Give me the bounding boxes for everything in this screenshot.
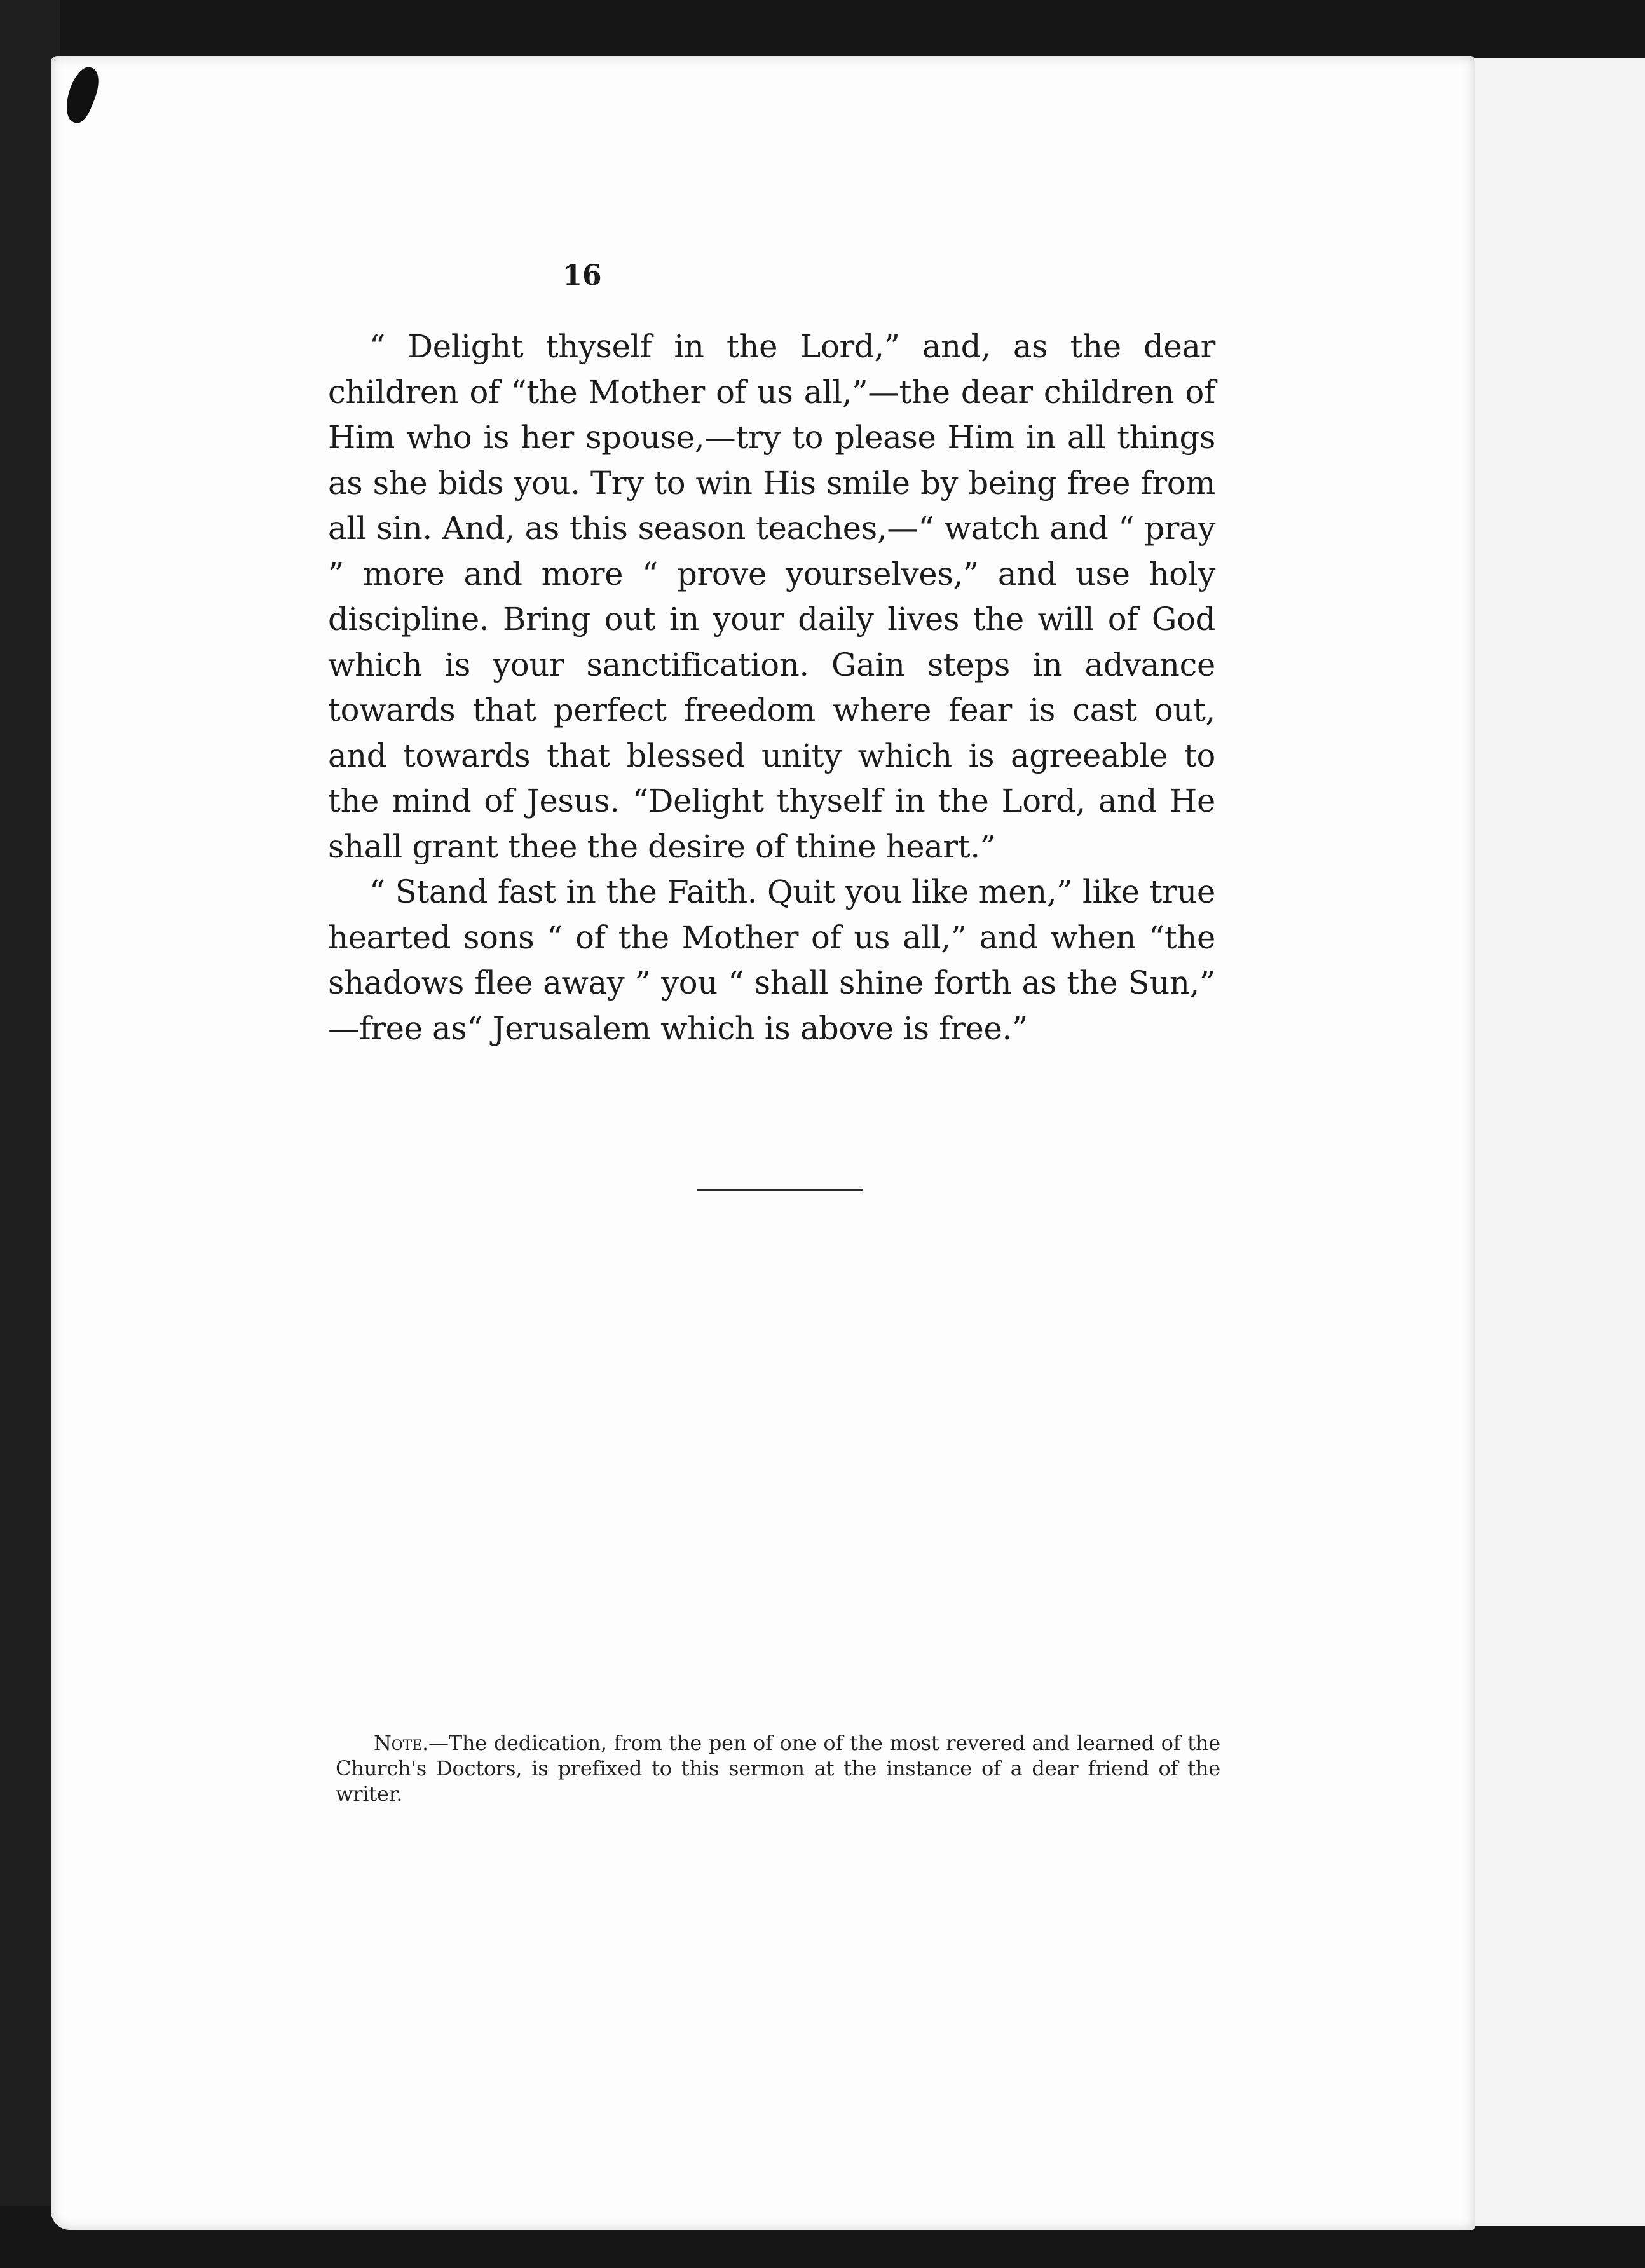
scan-background-top <box>0 0 1645 60</box>
footnote <box>336 1730 1220 1807</box>
page-number <box>0 259 1645 292</box>
footnote-label: Note. <box>374 1731 428 1755</box>
adjacent-page-edge <box>1449 58 1645 2226</box>
page-number-text: 16 <box>563 259 602 292</box>
paragraph-1: “ Delight thyself in the Lord,” and, as the dear children of “the Mother of us all,”—the dear children of Him who is her spouse,—try to please Him in all things as she bids you. Try to win His smile by being free from all sin. And, as this season teaches,—“ watch and “ pray ” more and more “ prove yourselves,” and use holy discipline. Bring out in your daily lives the will of God which is your sanctification. Gain steps in advance towards that perfect freedom where fear is cast out, and towards that blessed unity which is agreeable to the mind of Jesus. “Delight thyself in the Lord, and He shall grant thee the desire of thine heart.” <box>328 328 1215 865</box>
body-text <box>328 324 1215 1051</box>
footnote-text: —The dedication, from the pen of one of the most revered and learned of the Church's Doctors, is prefixed to this sermon at the instance of a dear friend of the writer. <box>336 1731 1220 1806</box>
paragraph-2: “ Stand fast in the Faith. Quit you like men,” like true hearted sons “ of the Mother of us all,” and when “the shadows flee away ” you “ shall shine forth as the Sun,” —free as“ Jerusalem which is above is free.” <box>328 873 1215 1047</box>
section-divider-rule <box>697 1189 863 1191</box>
footnote-paragraph <box>336 1730 1220 1807</box>
